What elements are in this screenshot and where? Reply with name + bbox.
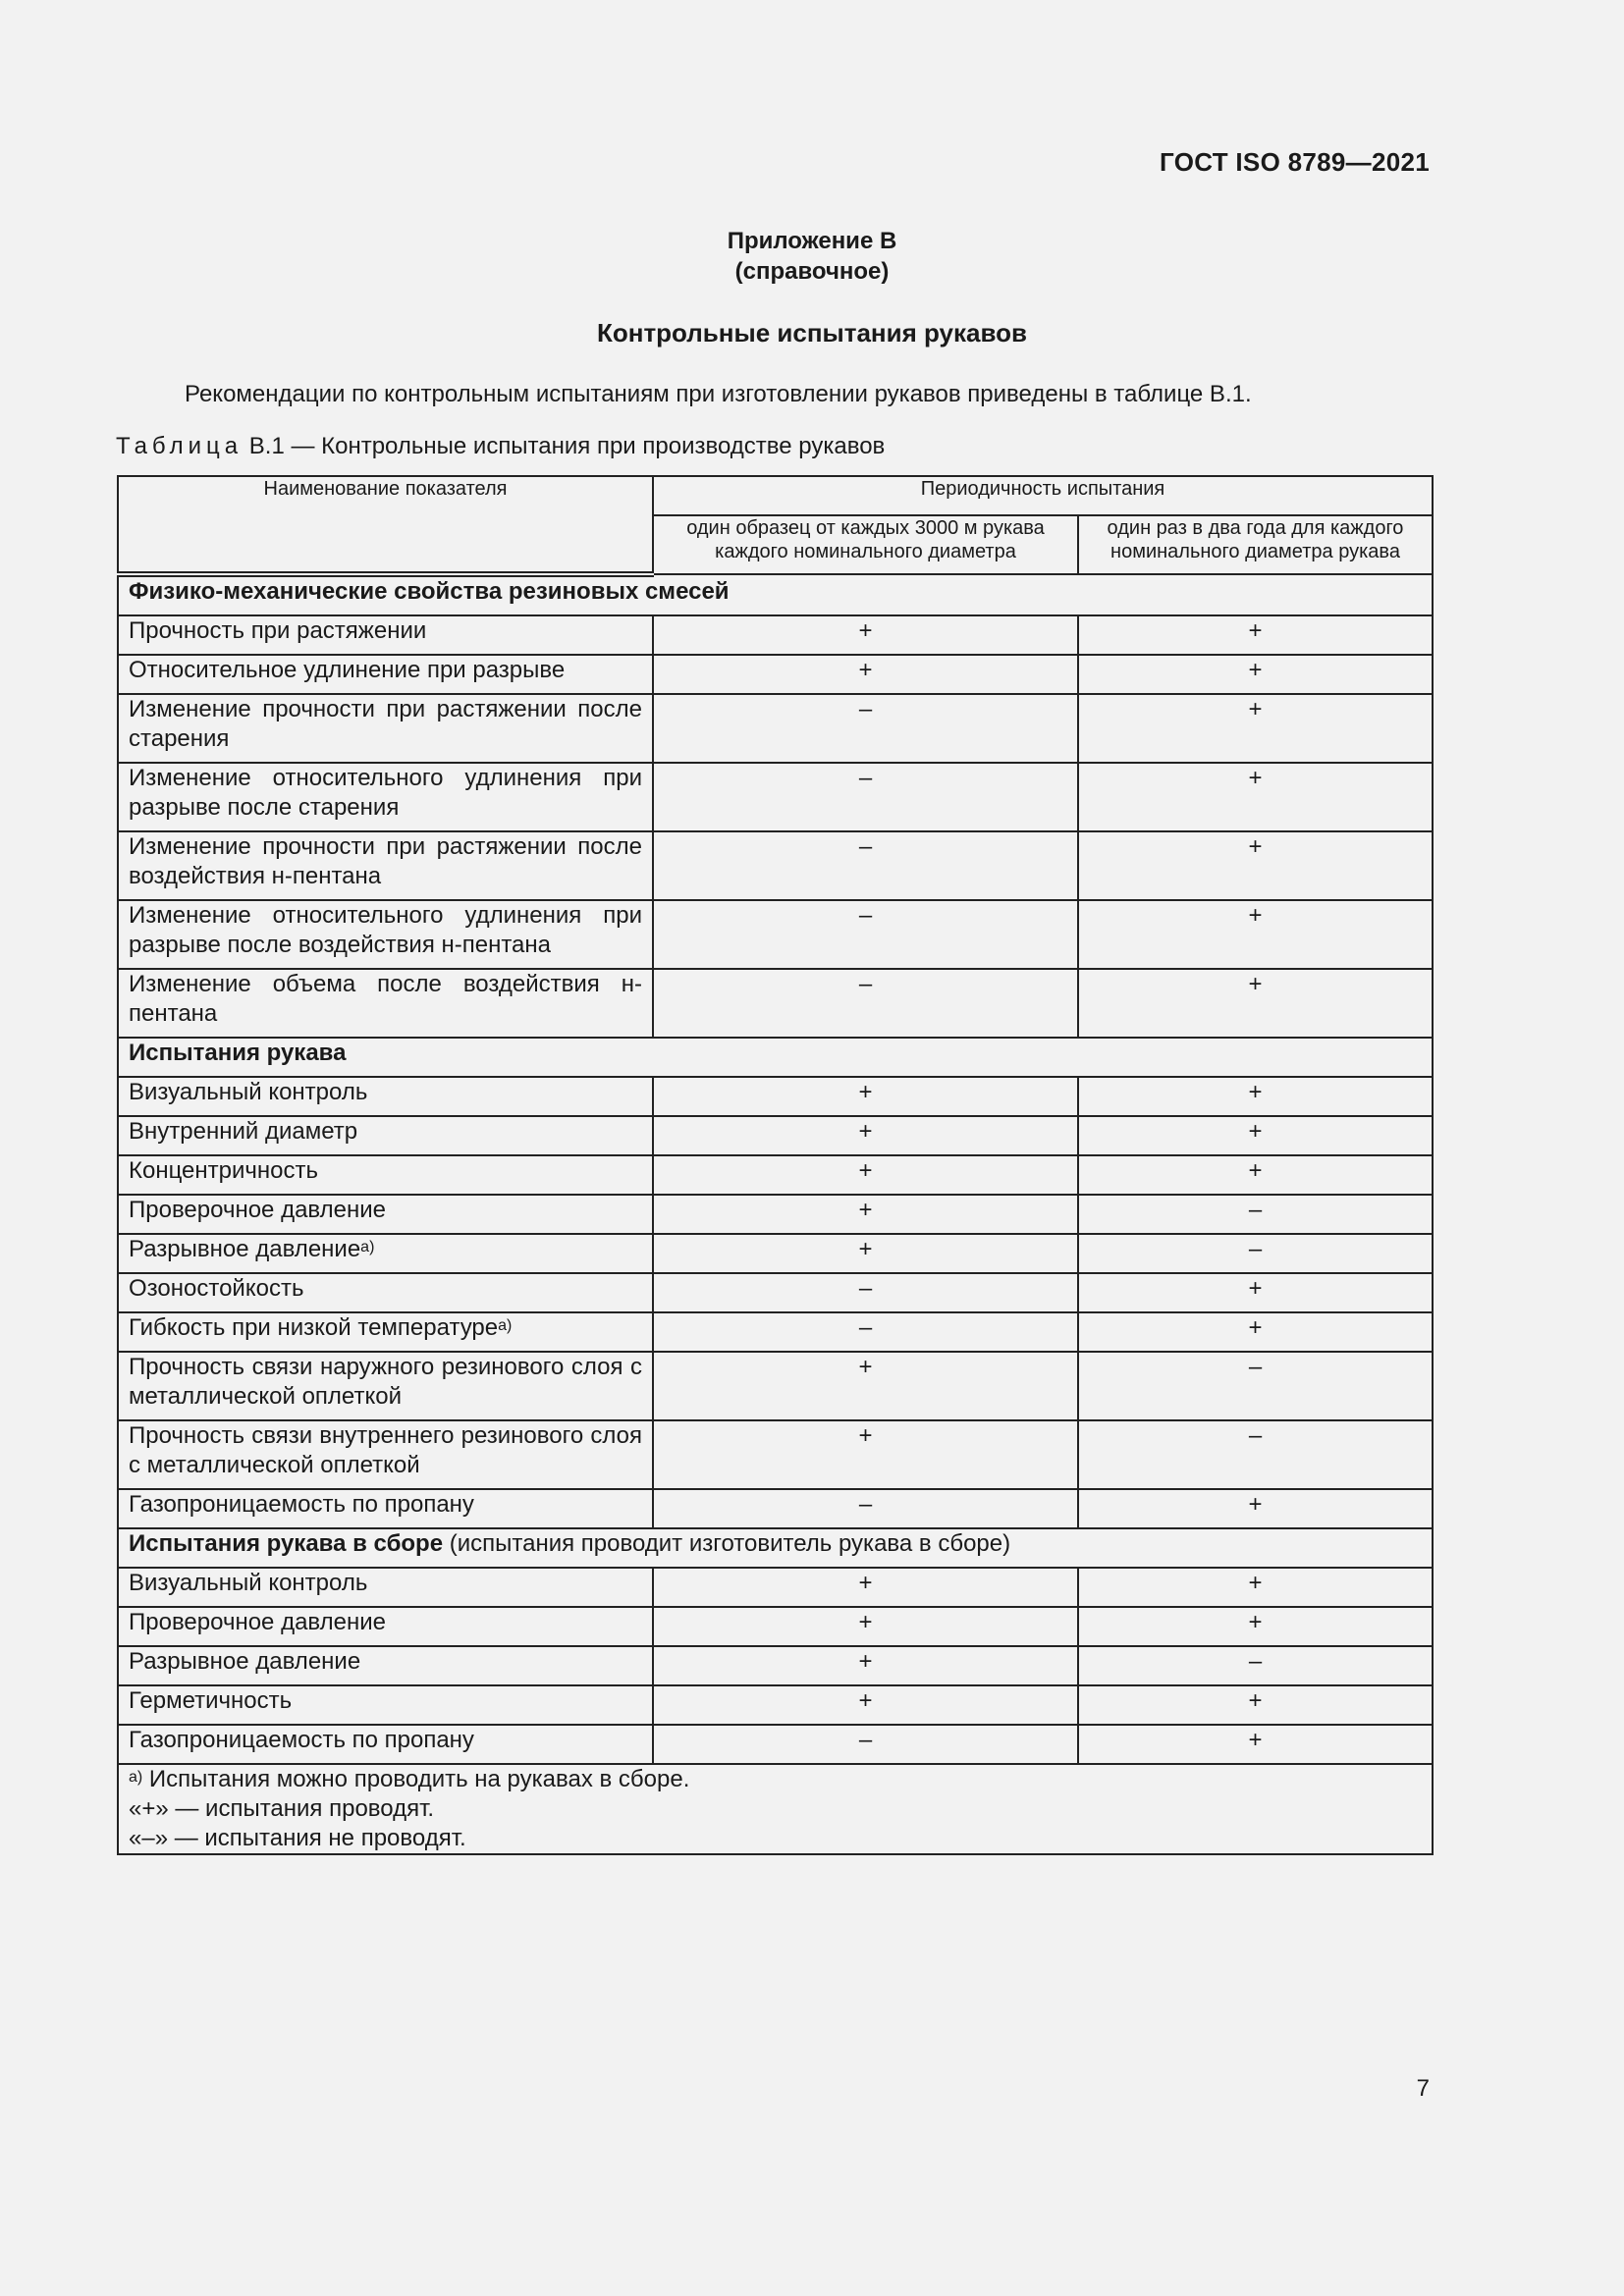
table-row	[118, 1195, 1433, 1234]
indicator-name	[118, 900, 653, 969]
indicator-name-text: Озоностойкость	[129, 1275, 304, 1302]
intro-paragraph: Рекомендации по контрольным испытаниям при изготовлении рукавов приведены в таблице В.1.	[185, 381, 1252, 407]
note-line	[129, 1824, 1422, 1853]
biennial-mark: –	[1078, 1352, 1433, 1420]
indicator-name-text: Проверочное давление	[129, 1197, 386, 1223]
indicator-name-text: Изменение относительного удлинения при разрыве после старения	[129, 765, 642, 821]
table-row	[118, 1646, 1433, 1685]
per-3000m-mark: +	[653, 1568, 1078, 1607]
per-3000m-mark: +	[653, 1685, 1078, 1725]
indicator-name-text: Изменение прочности при растяжении после старения	[129, 696, 642, 752]
biennial-mark: –	[1078, 1420, 1433, 1489]
note-marker: а)	[129, 1769, 143, 1786]
indicator-name-text: Изменение объема после воздействия н-пентана	[129, 971, 642, 1027]
table-caption	[116, 433, 885, 460]
biennial-mark: +	[1078, 1116, 1433, 1155]
table-row	[118, 969, 1433, 1038]
indicator-name-text: Визуальный контроль	[129, 1570, 368, 1596]
table-row	[118, 655, 1433, 694]
per-3000m-mark: +	[653, 1352, 1078, 1420]
footnote-ref: а)	[498, 1317, 513, 1334]
table-row	[118, 831, 1433, 900]
annex-label: Приложение В	[727, 228, 897, 254]
biennial-mark: +	[1078, 831, 1433, 900]
table-row	[118, 1568, 1433, 1607]
table-row	[118, 1234, 1433, 1273]
page-number: 7	[1416, 2075, 1430, 2102]
header-biennial: один раз в два года для каждого номинального диаметра рукава	[1078, 515, 1433, 574]
annex-title: Контрольные испытания рукавов	[596, 318, 1027, 347]
per-3000m-mark: –	[653, 900, 1078, 969]
indicator-name	[118, 694, 653, 763]
biennial-mark: +	[1078, 1489, 1433, 1528]
table-row	[118, 1352, 1433, 1420]
per-3000m-mark: +	[653, 1646, 1078, 1685]
per-3000m-mark: +	[653, 1234, 1078, 1273]
table-row	[118, 1489, 1433, 1528]
table-row	[118, 1420, 1433, 1489]
indicator-name-text: Внутренний диаметр	[129, 1118, 358, 1145]
section-row	[118, 574, 1433, 615]
table-row	[118, 1685, 1433, 1725]
indicator-name	[118, 763, 653, 831]
per-3000m-mark: +	[653, 1607, 1078, 1646]
indicator-name	[118, 1685, 653, 1725]
table-row	[118, 615, 1433, 655]
table-row	[118, 1273, 1433, 1312]
biennial-mark: –	[1078, 1234, 1433, 1273]
indicator-name-text: Разрывное давление	[129, 1236, 361, 1262]
biennial-mark: +	[1078, 1685, 1433, 1725]
indicator-name	[118, 1312, 653, 1352]
table-caption-text: В.1 — Контрольные испытания при производстве рукавов	[243, 433, 886, 459]
section-title-bold: Испытания рукава в сборе	[129, 1530, 444, 1557]
table-header-row	[118, 476, 1433, 515]
table-row	[118, 1312, 1433, 1352]
biennial-mark: +	[1078, 1607, 1433, 1646]
per-3000m-mark: –	[653, 1312, 1078, 1352]
per-3000m-mark: –	[653, 763, 1078, 831]
biennial-mark: +	[1078, 1077, 1433, 1116]
per-3000m-mark: +	[653, 1116, 1078, 1155]
note-text: «–» — испытания не проводят.	[129, 1825, 466, 1851]
table-row	[118, 1725, 1433, 1764]
header-periodicity: Периодичность испытания	[653, 476, 1433, 515]
table-row	[118, 1607, 1433, 1646]
section-title	[118, 1038, 1433, 1077]
biennial-mark: +	[1078, 969, 1433, 1038]
section-title-bold: Физико-механические свойства резиновых смесей	[129, 578, 730, 605]
indicator-name-text: Прочность связи внутреннего резинового слоя с металлической оплеткой	[129, 1422, 642, 1478]
section-row	[118, 1038, 1433, 1077]
table-notes-row	[118, 1764, 1433, 1854]
section-title-extra: (испытания проводит изготовитель рукава в сборе)	[443, 1530, 1011, 1557]
indicator-name-text: Визуальный контроль	[129, 1079, 368, 1105]
biennial-mark: +	[1078, 1568, 1433, 1607]
biennial-mark: +	[1078, 1725, 1433, 1764]
per-3000m-mark: –	[653, 1725, 1078, 1764]
indicator-name	[118, 1420, 653, 1489]
indicator-name	[118, 1116, 653, 1155]
per-3000m-mark: +	[653, 615, 1078, 655]
indicator-name-text: Герметичность	[129, 1687, 293, 1714]
note-line	[129, 1765, 1422, 1794]
biennial-mark: +	[1078, 615, 1433, 655]
indicator-name	[118, 1234, 653, 1273]
biennial-mark: +	[1078, 900, 1433, 969]
control-tests-table	[117, 475, 1434, 1855]
section-title	[118, 1528, 1433, 1568]
biennial-mark: +	[1078, 1273, 1433, 1312]
biennial-mark: +	[1078, 694, 1433, 763]
indicator-name-text: Изменение прочности при растяжении после воздействия н-пентана	[129, 833, 642, 889]
per-3000m-mark: +	[653, 1155, 1078, 1195]
indicator-name-text: Газопроницаемость по пропану	[129, 1727, 474, 1753]
indicator-name-text: Концентричность	[129, 1157, 319, 1184]
indicator-name	[118, 615, 653, 655]
biennial-mark: +	[1078, 1155, 1433, 1195]
indicator-name	[118, 1646, 653, 1685]
table-caption-word: Таблица	[116, 433, 244, 459]
indicator-name	[118, 1725, 653, 1764]
per-3000m-mark: –	[653, 969, 1078, 1038]
indicator-name	[118, 1607, 653, 1646]
indicator-name	[118, 1489, 653, 1528]
section-title-bold: Испытания рукава	[129, 1040, 347, 1066]
indicator-name-text: Изменение относительного удлинения при разрыве после воздействия н-пентана	[129, 902, 642, 958]
indicator-name-text: Относительное удлинение при разрыве	[129, 657, 566, 683]
indicator-name	[118, 1077, 653, 1116]
indicator-name	[118, 655, 653, 694]
header-per-3000m: один образец от каждых 3000 м рукава каждого номинального диаметра	[653, 515, 1078, 574]
biennial-mark: +	[1078, 655, 1433, 694]
per-3000m-mark: –	[653, 694, 1078, 763]
footnote-ref: а)	[360, 1239, 375, 1255]
per-3000m-mark: +	[653, 1195, 1078, 1234]
per-3000m-mark: +	[653, 655, 1078, 694]
annex-heading	[0, 226, 1624, 287]
note-text: Испытания можно проводить на рукавах в сборе.	[142, 1766, 690, 1792]
biennial-mark: +	[1078, 1312, 1433, 1352]
indicator-name	[118, 1195, 653, 1234]
table-row	[118, 1155, 1433, 1195]
annex-status: (справочное)	[734, 258, 890, 285]
biennial-mark: –	[1078, 1195, 1433, 1234]
table-notes	[118, 1764, 1433, 1854]
per-3000m-mark: –	[653, 1489, 1078, 1528]
section-row	[118, 1528, 1433, 1568]
table-row	[118, 763, 1433, 831]
indicator-name	[118, 1568, 653, 1607]
indicator-name	[118, 969, 653, 1038]
section-title	[118, 574, 1433, 615]
biennial-mark: +	[1078, 763, 1433, 831]
indicator-name	[118, 1352, 653, 1420]
indicator-name-text: Гибкость при низкой температуре	[129, 1314, 499, 1341]
biennial-mark: –	[1078, 1646, 1433, 1685]
table-row	[118, 694, 1433, 763]
indicator-name-text: Разрывное давление	[129, 1648, 361, 1675]
per-3000m-mark: +	[653, 1420, 1078, 1489]
table-row	[118, 1116, 1433, 1155]
header-indicator-name: Наименование показателя	[118, 476, 653, 574]
indicator-name-text: Прочность при растяжении	[129, 617, 427, 644]
indicator-name	[118, 1273, 653, 1312]
table-row	[118, 1077, 1433, 1116]
indicator-name-text: Прочность связи наружного резинового слоя с металлической оплеткой	[129, 1354, 642, 1410]
indicator-name-text: Газопроницаемость по пропану	[129, 1491, 474, 1518]
note-line	[129, 1794, 1422, 1824]
per-3000m-mark: –	[653, 831, 1078, 900]
table-row	[118, 900, 1433, 969]
indicator-name	[118, 1155, 653, 1195]
note-text: «+» — испытания проводят.	[129, 1795, 435, 1822]
per-3000m-mark: –	[653, 1273, 1078, 1312]
standard-code: ГОСТ ISO 8789—2021	[1160, 147, 1430, 177]
indicator-name-text: Проверочное давление	[129, 1609, 386, 1635]
per-3000m-mark: +	[653, 1077, 1078, 1116]
indicator-name	[118, 831, 653, 900]
